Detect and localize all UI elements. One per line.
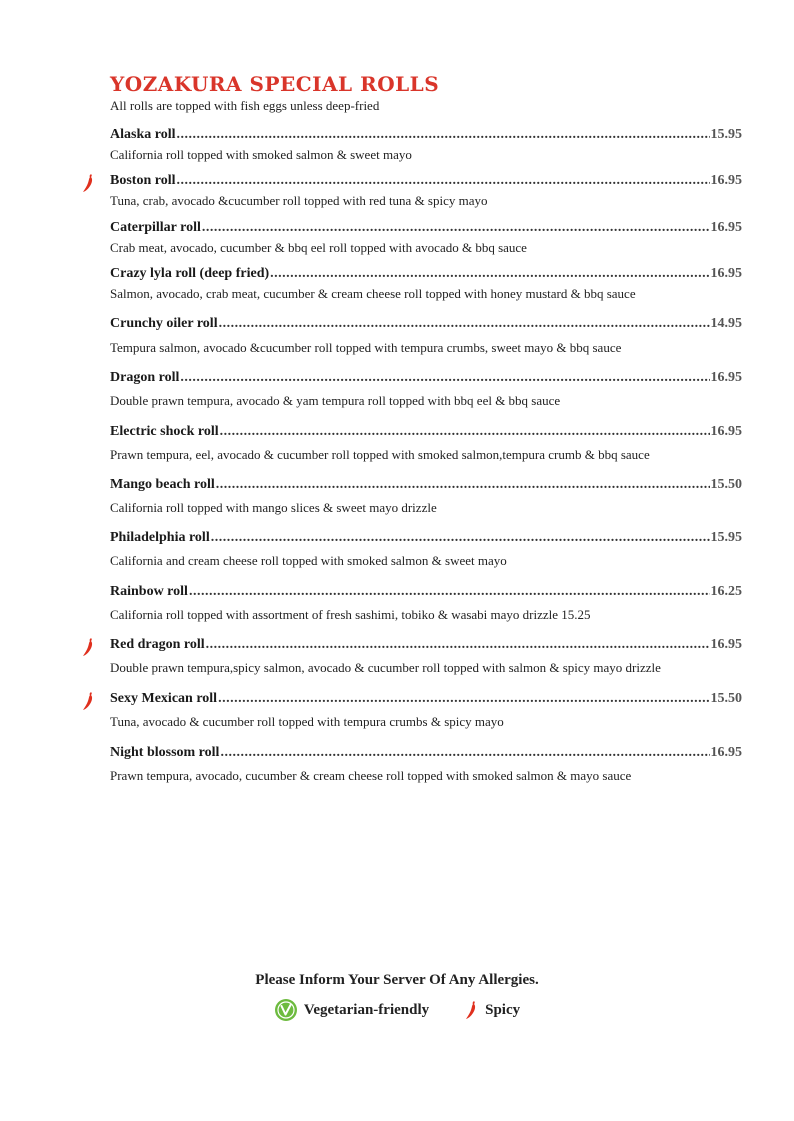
menu-item xyxy=(110,584,742,623)
item-price: 15.95 xyxy=(710,530,742,545)
item-name: Philadelphia roll xyxy=(110,530,210,545)
item-name: Sexy Mexican roll xyxy=(110,691,218,706)
dot-leader xyxy=(189,584,710,600)
item-price: 15.95 xyxy=(710,127,742,142)
item-name: Crazy lyla roll (deep fried) xyxy=(110,266,270,281)
legend-vegetarian xyxy=(274,998,429,1022)
item-description: Double prawn tempura, avocado & yam tempura roll topped with bbq eel & bbq sauce xyxy=(110,393,561,408)
dot-leader xyxy=(218,691,709,707)
item-description: California roll topped with smoked salmon & sweet mayo xyxy=(110,147,412,162)
dot-leader xyxy=(180,370,709,386)
dot-leader xyxy=(270,266,709,282)
item-price: 16.95 xyxy=(710,173,742,188)
item-price: 16.95 xyxy=(710,220,742,235)
dot-leader xyxy=(206,637,710,653)
item-name: Rainbow roll xyxy=(110,584,188,599)
dot-leader xyxy=(176,127,709,143)
dot-leader xyxy=(220,745,709,761)
item-description: Prawn tempura, eel, avocado & cucumber roll topped with smoked salmon,tempura crumb & bbq sauce xyxy=(110,447,650,462)
item-description: Tempura salmon, avocado &cucumber roll topped with tempura crumbs, sweet mayo & bbq sauce xyxy=(110,340,622,355)
item-name: Dragon roll xyxy=(110,370,180,385)
item-price: 16.95 xyxy=(710,370,742,385)
vegetarian-leaf-icon xyxy=(274,998,298,1022)
item-name: Mango beach roll xyxy=(110,477,215,492)
item-name: Red dragon roll xyxy=(110,637,205,652)
menu-item xyxy=(110,370,742,409)
menu-item xyxy=(110,745,742,784)
allergy-notice: Please Inform Your Server Of Any Allergies. xyxy=(255,972,539,988)
dot-leader xyxy=(219,316,710,332)
menu-item xyxy=(110,477,742,516)
legend-spicy xyxy=(465,1000,520,1020)
chili-pepper-icon xyxy=(465,1000,479,1020)
menu-item xyxy=(110,127,742,163)
item-name: Boston roll xyxy=(110,173,176,188)
item-price: 16.95 xyxy=(710,745,742,760)
item-description: Prawn tempura, avocado, cucumber & cream cheese roll topped with smoked salmon & mayo sauce xyxy=(110,768,632,783)
item-description: California and cream cheese roll topped with smoked salmon & sweet mayo xyxy=(110,553,507,568)
item-description: California roll topped with mango slices & sweet mayo drizzle xyxy=(110,500,437,515)
item-price: 14.95 xyxy=(710,316,742,331)
item-price: 16.25 xyxy=(710,584,742,599)
legend xyxy=(0,998,794,1022)
item-description: Tuna, crab, avocado &cucumber roll topped with red tuna & spicy mayo xyxy=(110,193,488,208)
menu-item xyxy=(110,530,742,569)
menu-item xyxy=(110,691,742,730)
menu-item xyxy=(110,424,742,463)
item-price: 15.50 xyxy=(710,477,742,492)
item-price: 15.50 xyxy=(710,691,742,706)
menu-item xyxy=(110,173,742,209)
menu-item xyxy=(110,220,742,256)
item-name: Alaska roll xyxy=(110,127,176,142)
item-price: 16.95 xyxy=(710,424,742,439)
dot-leader xyxy=(176,173,709,189)
menu-title: YOZAKURA SPECIAL ROLLS xyxy=(110,72,440,96)
item-name: Caterpillar roll xyxy=(110,220,201,235)
item-price: 16.95 xyxy=(710,637,742,652)
menu-item xyxy=(110,637,742,676)
menu-item xyxy=(110,316,742,356)
item-description: Crab meat, avocado, cucumber & bbq eel roll topped with avocado & bbq sauce xyxy=(110,240,527,255)
dot-leader xyxy=(211,530,710,546)
item-description: Salmon, avocado, crab meat, cucumber & cream cheese roll topped with honey mustard & bbq sauce xyxy=(110,286,636,301)
chili-pepper-icon xyxy=(82,173,96,193)
menu-item xyxy=(110,266,742,302)
chili-pepper-icon xyxy=(82,637,96,657)
legend-vegetarian-label: Vegetarian-friendly xyxy=(303,1001,430,1018)
item-price: 16.95 xyxy=(710,266,742,281)
menu-subtitle: All rolls are topped with fish eggs unless deep-fried xyxy=(110,98,380,113)
dot-leader xyxy=(216,477,710,493)
item-name: Crunchy oiler roll xyxy=(110,316,218,331)
dot-leader xyxy=(202,220,710,236)
item-description: California roll topped with assortment of fresh sashimi, tobiko & wasabi mayo drizzle 15.25 xyxy=(110,607,591,622)
legend-spicy-label: Spicy xyxy=(485,1001,521,1018)
item-name: Electric shock roll xyxy=(110,424,219,439)
item-name: Night blossom roll xyxy=(110,745,220,760)
chili-pepper-icon xyxy=(82,691,96,711)
dot-leader xyxy=(220,424,710,440)
item-description: Tuna, avocado & cucumber roll topped with tempura crumbs & spicy mayo xyxy=(110,714,504,729)
item-description: Double prawn tempura,spicy salmon, avocado & cucumber roll topped with salmon & spicy mayo drizzle xyxy=(110,660,661,675)
